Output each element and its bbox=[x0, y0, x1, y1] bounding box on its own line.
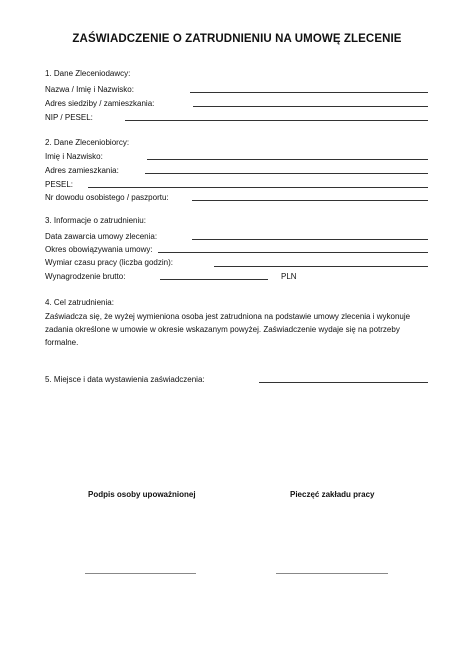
document-title: ZAŚWIADCZENIE O ZATRUDNIENIU NA UMOWĘ ZLECENIE bbox=[72, 33, 402, 45]
field-label-contractor-nip: NIP / PESEL: bbox=[45, 113, 93, 122]
field-label-contractor-name: Nazwa / Imię i Nazwisko: bbox=[45, 85, 134, 94]
field-label-gross-salary: Wynagrodzenie brutto: bbox=[45, 272, 126, 281]
field-label-contract-date: Data zawarcia umowy zlecenia: bbox=[45, 232, 158, 241]
field-line-issue-place-date[interactable] bbox=[259, 382, 428, 383]
field-label-working-hours: Wymiar czasu pracy (liczba godzin): bbox=[45, 258, 173, 267]
signature-label-stamp: Pieczęć zakładu pracy bbox=[290, 490, 375, 499]
field-line-contractor-nip[interactable] bbox=[125, 120, 428, 121]
currency-label: PLN bbox=[281, 272, 297, 281]
section2-heading: 2. Dane Zleceniobiorcy: bbox=[45, 138, 130, 147]
section3-heading: 3. Informacje o zatrudnieniu: bbox=[45, 216, 146, 225]
signature-line-authorized[interactable] bbox=[85, 573, 196, 574]
field-label-employee-id: Nr dowodu osobistego / paszportu: bbox=[45, 193, 169, 202]
field-line-employee-name[interactable] bbox=[147, 159, 428, 160]
field-label-employee-address: Adres zamieszkania: bbox=[45, 166, 119, 175]
signature-label-authorized: Podpis osoby upoważnionej bbox=[88, 490, 196, 499]
field-line-contract-date[interactable] bbox=[192, 239, 428, 240]
field-line-employee-pesel[interactable] bbox=[88, 187, 428, 188]
purpose-paragraph: Zaświadcza się, że wyżej wymieniona osoba jest zatrudniona na podstawie umowy zlecenia i wykonuje zadania określone w umowie w okresie wskazanym powyżej. Zaświadczenie wydaje się na potrzeby formalne. bbox=[45, 312, 411, 347]
field-line-contractor-name[interactable] bbox=[190, 92, 428, 93]
field-line-contract-period[interactable] bbox=[158, 252, 428, 253]
field-line-employee-id[interactable] bbox=[192, 200, 428, 201]
section5-heading: 5. Miejsce i data wystawienia zaświadczenia: bbox=[45, 375, 205, 384]
field-label-contractor-address: Adres siedziby / zamieszkania: bbox=[45, 99, 155, 108]
field-label-employee-name: Imię i Nazwisko: bbox=[45, 152, 103, 161]
field-label-contract-period: Okres obowiązywania umowy: bbox=[45, 245, 153, 254]
field-label-employee-pesel: PESEL: bbox=[45, 180, 74, 189]
section1-heading: 1. Dane Zleceniodawcy: bbox=[45, 69, 131, 78]
field-line-working-hours[interactable] bbox=[214, 266, 428, 267]
field-line-employee-address[interactable] bbox=[145, 173, 428, 174]
field-line-contractor-address[interactable] bbox=[193, 106, 428, 107]
section4-heading: 4. Cel zatrudnienia: bbox=[45, 298, 114, 307]
field-line-gross-salary[interactable] bbox=[160, 279, 268, 280]
signature-line-stamp[interactable] bbox=[276, 573, 388, 574]
